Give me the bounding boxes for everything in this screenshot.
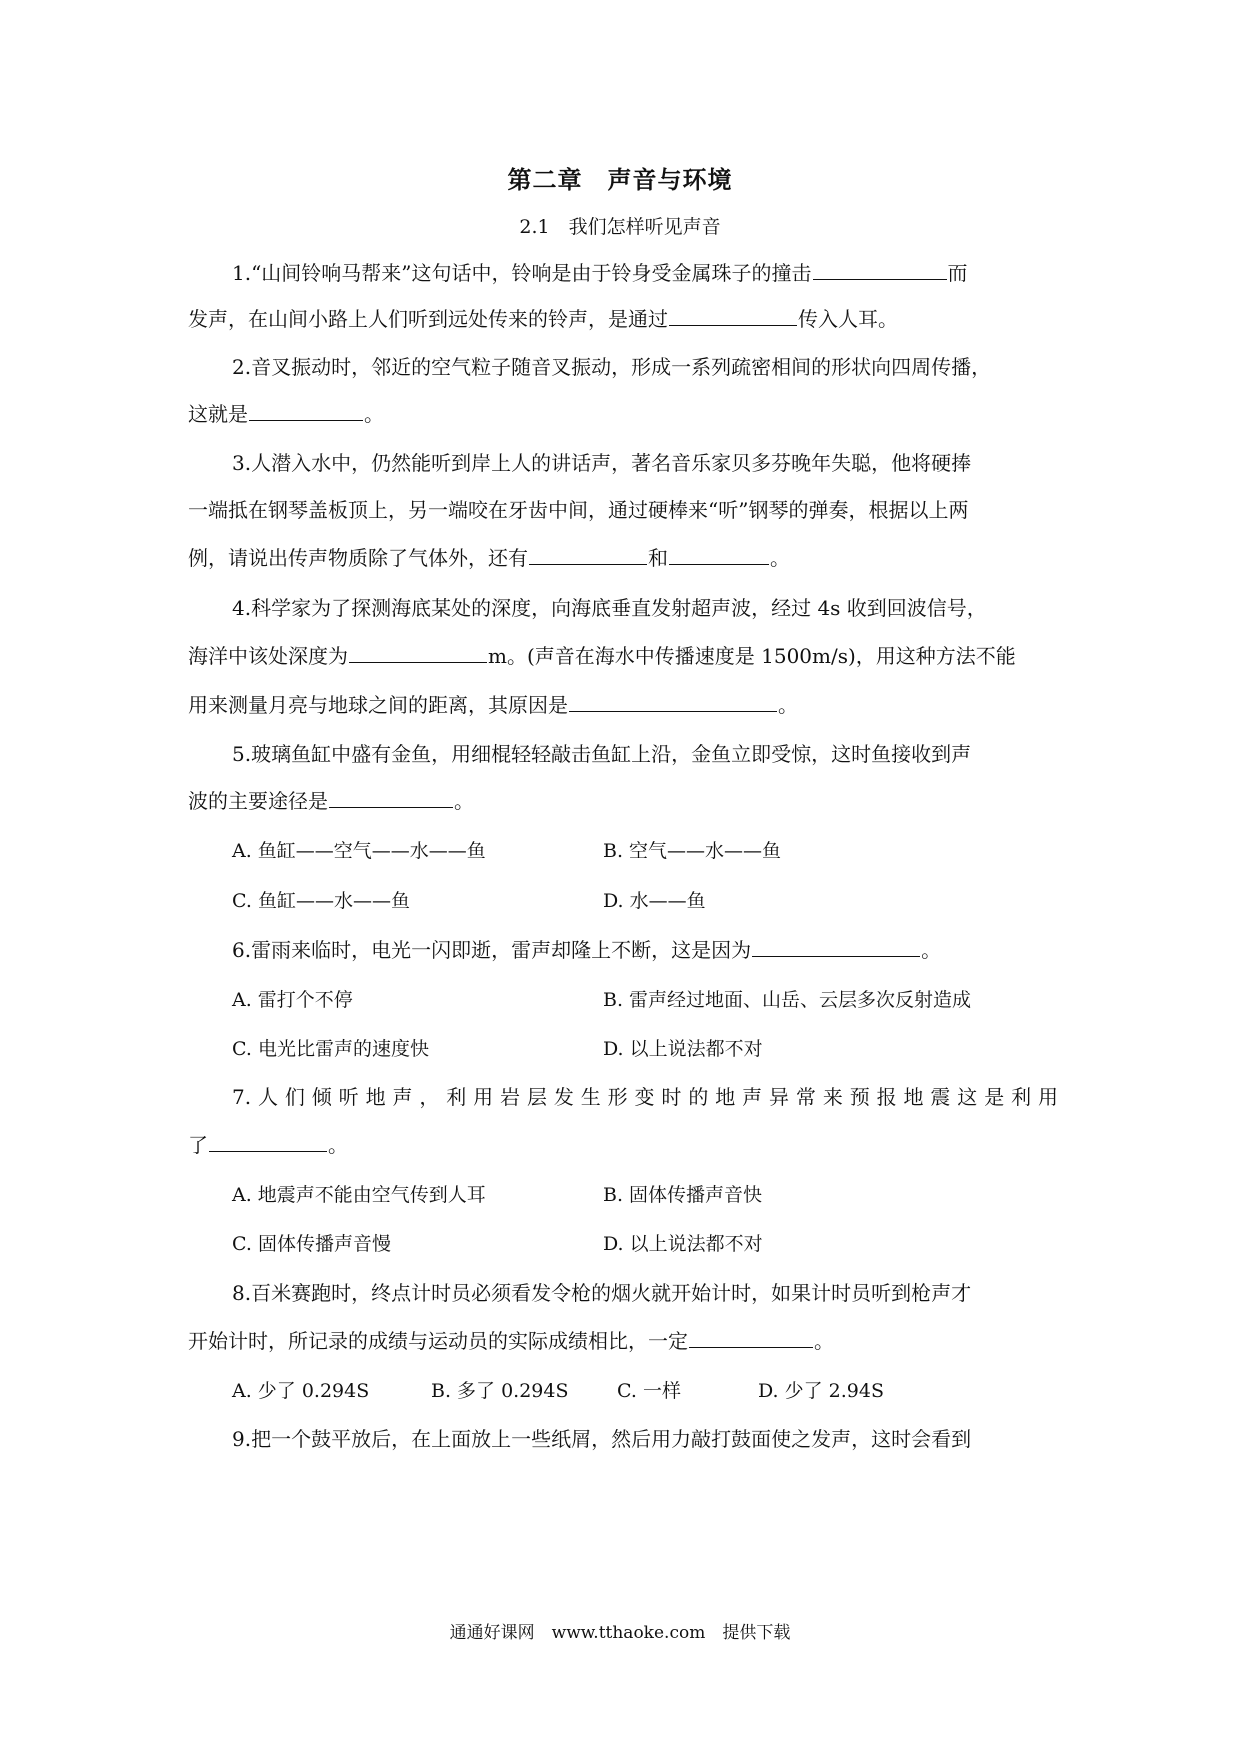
answer-blank[interactable] — [529, 542, 647, 565]
answer-blank[interactable] — [813, 257, 947, 280]
question-3-line-2: 一端抵在钢琴盖板顶上，另一端咬在牙齿中间，通过硬棒来“听”钢琴的弹奏，根据以上两 — [188, 498, 969, 522]
question-4-line-1: 4.科学家为了探测海底某处的深度，向海底垂直发射超声波，经过 4s 收到回波信号， — [232, 596, 987, 620]
question-8-option-c[interactable]: C. 一样 — [617, 1380, 681, 1402]
answer-blank[interactable] — [752, 934, 920, 957]
page-footer: 通通好课网 www.tthaoke.com 提供下载 — [449, 1623, 791, 1643]
question-6-line-1: 6.雷雨来临时，电光一闪即逝，雷声却隆上不断，这是因为 。 — [232, 934, 1102, 965]
question-2-line-2: 这就是 。 — [188, 398, 1058, 429]
answer-blank[interactable] — [689, 1325, 813, 1348]
question-5-option-b[interactable]: B. 空气——水——鱼 — [603, 840, 782, 862]
question-1-line-2: 发声，在山间小路上人们听到远处传来的铃声，是通过 传入人耳。 — [188, 303, 1058, 334]
question-2-line-1: 2.音叉振动时，邻近的空气粒子随音叉振动，形成一系列疏密相间的形状向四周传播， — [232, 355, 992, 379]
question-4-line-2: 海洋中该处深度为 m。(声音在海水中传播速度是 1500m/s)，用这种方法不能 — [188, 640, 1058, 671]
section-subtitle: 2.1 我们怎样听见声音 — [519, 216, 721, 238]
answer-blank[interactable] — [209, 1129, 327, 1152]
question-8-option-b[interactable]: B. 多了 0.294S — [431, 1380, 569, 1402]
question-3-line-1: 3.人潜入水中，仍然能听到岸上人的讲话声，著名音乐家贝多芬晚年失聪，他将硬捧 — [232, 451, 972, 475]
answer-blank[interactable] — [249, 398, 363, 421]
question-5-option-d[interactable]: D. 水——鱼 — [603, 890, 706, 912]
question-1-line-1: 1.“山间铃响马帮来”这句话中，铃响是由于铃身受金属珠子的撞击 而 — [232, 257, 1058, 288]
answer-blank[interactable] — [329, 785, 453, 808]
question-7-line-1: 7.人们倾听地声，利用岩层发生形变时的地声异常来预报地震这是利用 — [232, 1085, 1058, 1109]
question-8-line-2: 开始计时，所记录的成绩与运动员的实际成绩相比，一定 。 — [188, 1325, 1058, 1356]
question-6-option-b[interactable]: B. 雷声经过地面、山岳、云层多次反射造成 — [603, 989, 972, 1011]
answer-blank[interactable] — [569, 689, 777, 712]
question-7-line-2: 了 。 — [188, 1129, 1058, 1160]
answer-blank[interactable] — [669, 542, 769, 565]
question-7-option-b[interactable]: B. 固体传播声音快 — [603, 1184, 763, 1206]
question-6-option-d[interactable]: D. 以上说法都不对 — [603, 1038, 763, 1060]
question-9-line-1: 9.把一个鼓平放后，在上面放上一些纸屑，然后用力敲打鼓面使之发声，这时会看到 — [232, 1427, 972, 1451]
question-7-option-d[interactable]: D. 以上说法都不对 — [603, 1233, 763, 1255]
question-7-option-c[interactable]: C. 固体传播声音慢 — [232, 1233, 391, 1255]
answer-blank[interactable] — [349, 640, 487, 663]
question-6-option-a[interactable]: A. 雷打个不停 — [232, 989, 353, 1011]
question-7-option-a[interactable]: A. 地震声不能由空气传到人耳 — [232, 1184, 486, 1206]
question-5-option-a[interactable]: A. 鱼缸——空气——水——鱼 — [232, 840, 486, 862]
chapter-title: 第二章 声音与环境 — [507, 166, 733, 194]
question-3-line-3: 例，请说出传声物质除了气体外，还有 和 。 — [188, 542, 1058, 573]
question-5-line-2: 波的主要途径是 。 — [188, 785, 1058, 816]
question-4-line-3: 用来测量月亮与地球之间的距离，其原因是 。 — [188, 689, 1058, 720]
question-8-line-1: 8.百米赛跑时，终点计时员必须看发令枪的烟火就开始计时，如果计时员听到枪声才 — [232, 1281, 972, 1305]
question-8-option-d[interactable]: D. 少了 2.94S — [758, 1380, 884, 1402]
question-8-option-a[interactable]: A. 少了 0.294S — [232, 1380, 370, 1402]
question-6-option-c[interactable]: C. 电光比雷声的速度快 — [232, 1038, 429, 1060]
question-5-option-c[interactable]: C. 鱼缸——水——鱼 — [232, 890, 410, 912]
question-5-line-1: 5.玻璃鱼缸中盛有金鱼，用细棍轻轻敲击鱼缸上沿，金鱼立即受惊，这时鱼接收到声 — [232, 742, 972, 766]
answer-blank[interactable] — [669, 303, 797, 326]
